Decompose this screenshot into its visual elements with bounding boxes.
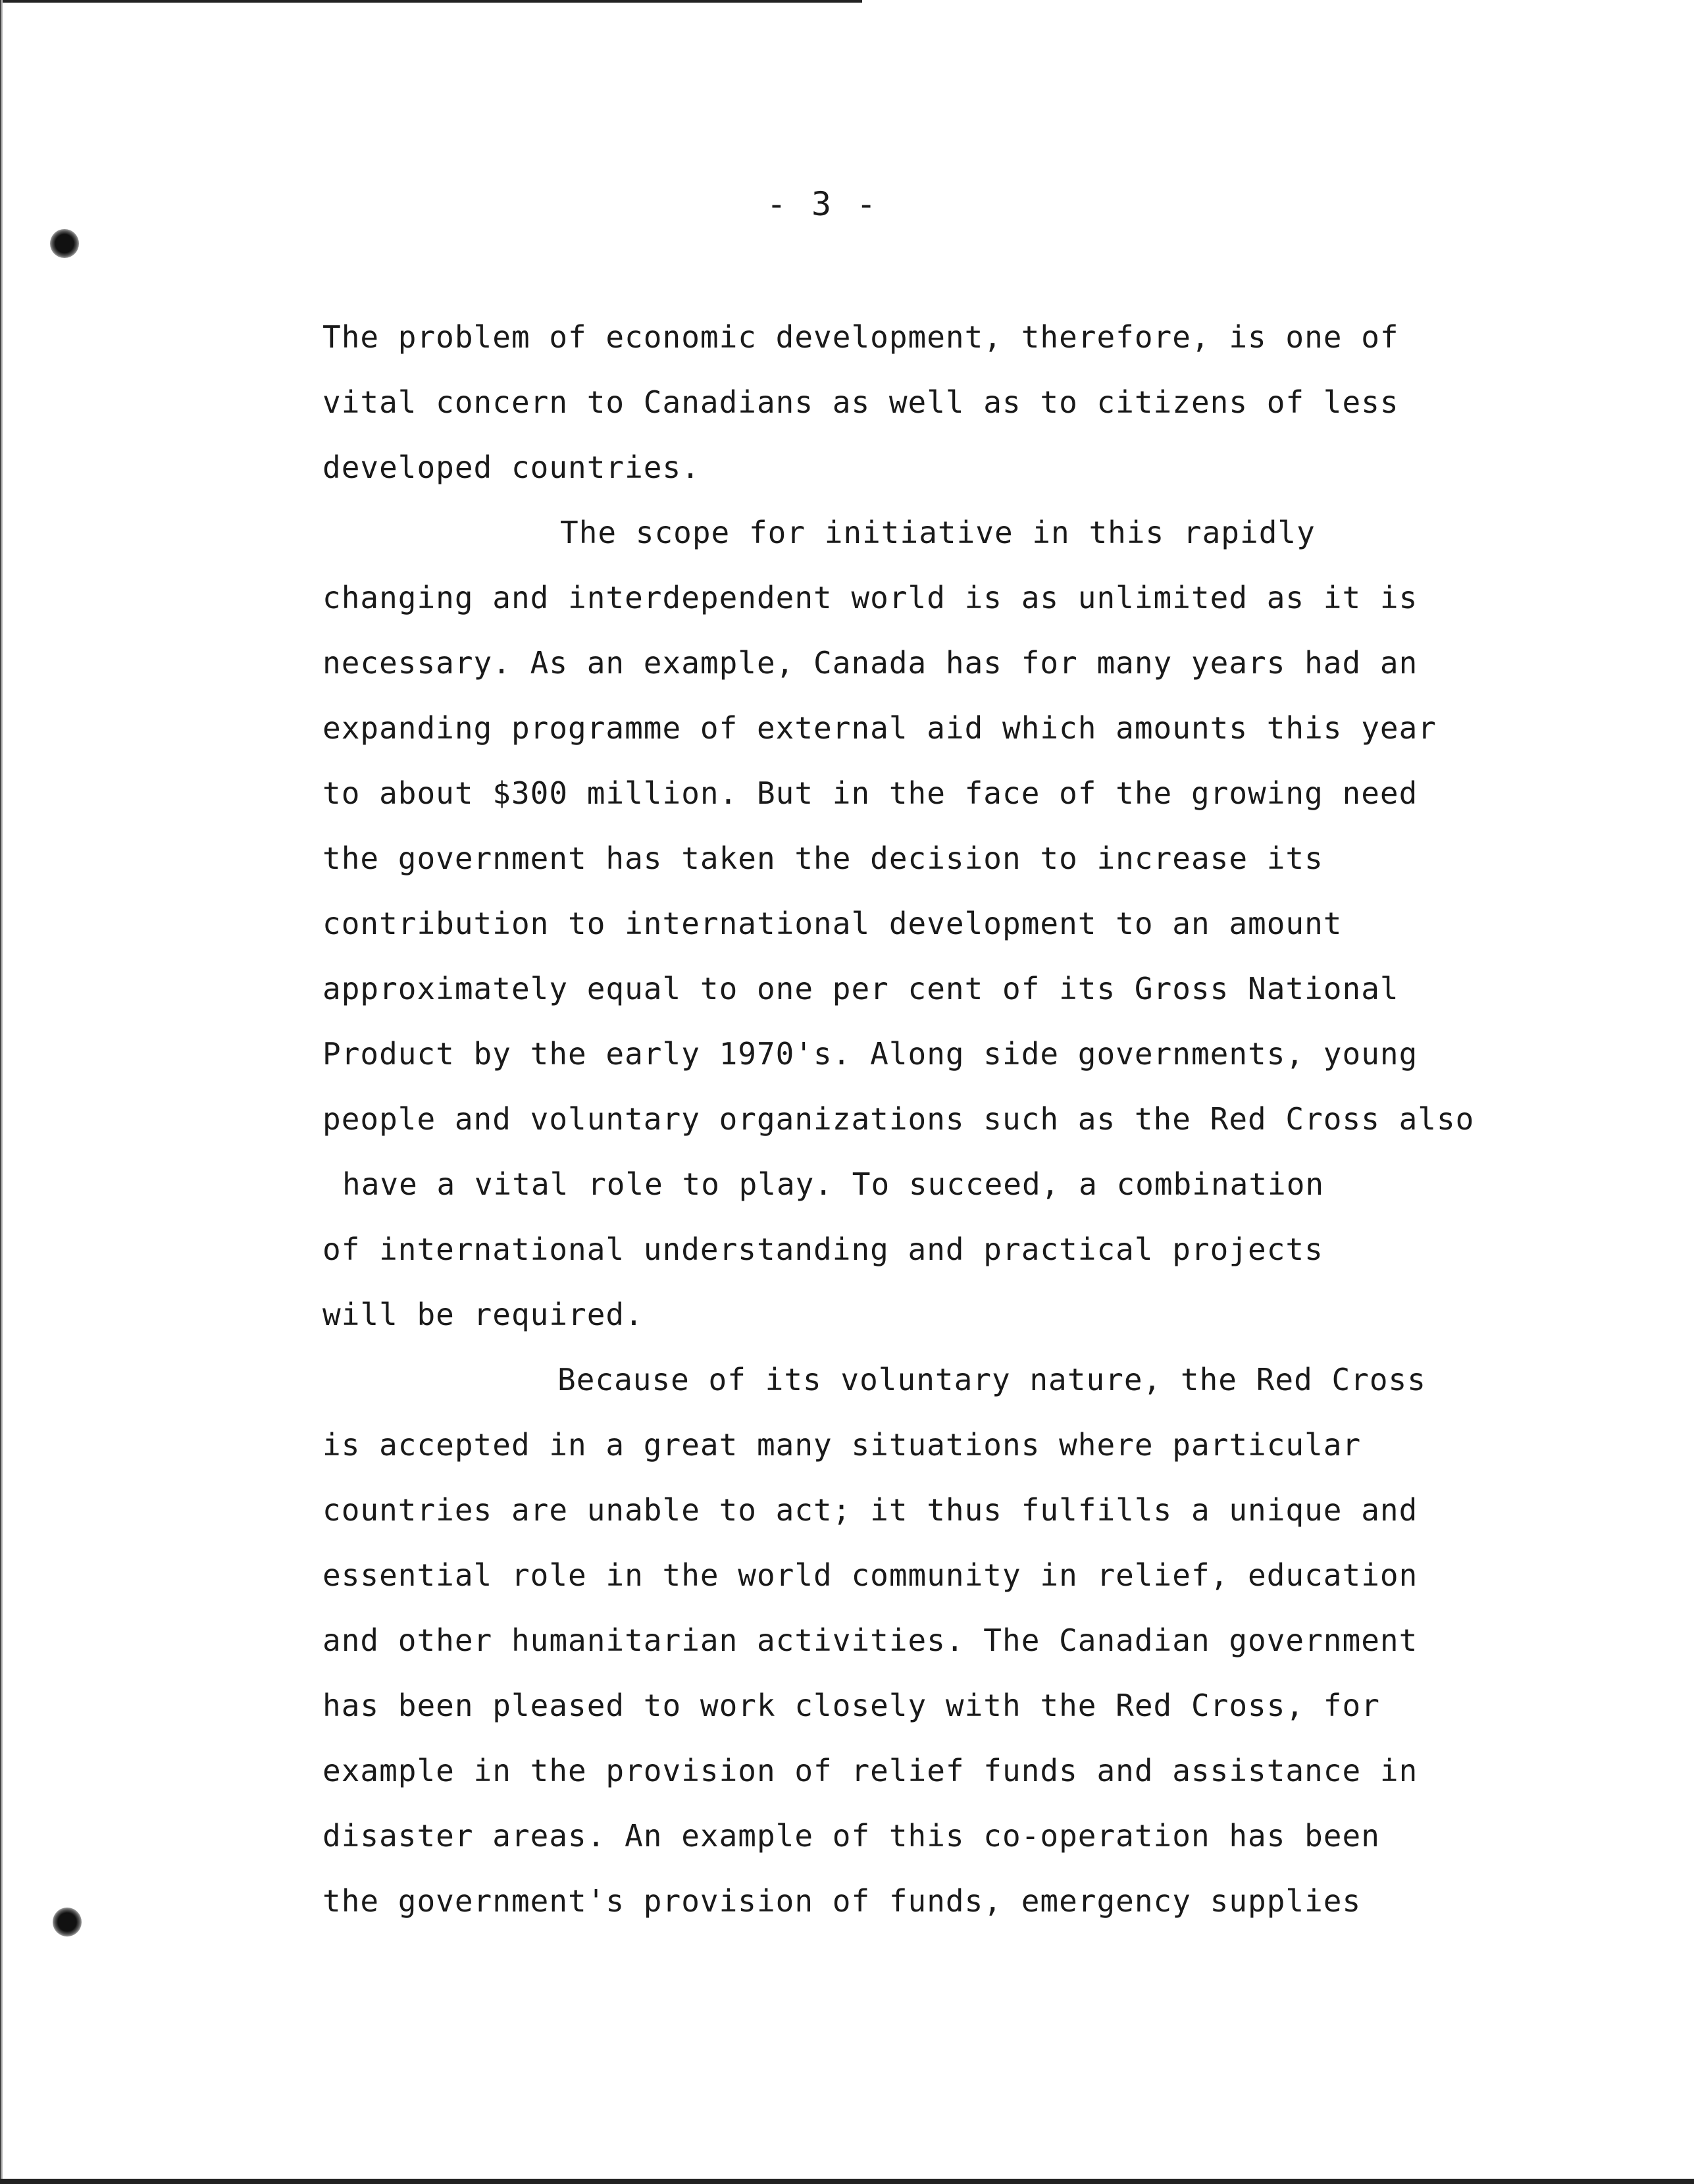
text-line: to about $300 million. But in the face of the growing need — [322, 775, 1418, 811]
punch-hole-icon — [53, 1908, 82, 1937]
text-line: Product by the early 1970's. Along side governments, young — [322, 1036, 1418, 1072]
page-number: - 3 - — [766, 185, 879, 223]
text-line: The problem of economic development, therefore, is one of — [322, 319, 1399, 355]
left-edge-line — [0, 0, 4, 2184]
text-line: expanding programme of external aid which amounts this year — [322, 710, 1437, 746]
text-line: the government's provision of funds, emergency supplies — [322, 1883, 1362, 1919]
text-line: essential role in the world community in relief, education — [322, 1557, 1418, 1593]
text-line: Because of its voluntary nature, the Red Cross — [557, 1362, 1426, 1397]
text-line: necessary. As an example, Canada has for many years had an — [322, 645, 1418, 681]
text-line: have a vital role to play. To succeed, a combination — [342, 1166, 1325, 1202]
text-line: will be required. — [322, 1297, 644, 1332]
text-line: changing and interdependent world is as unlimited as it is — [322, 580, 1418, 615]
text-line: contribution to international development to an amount — [322, 906, 1343, 941]
text-line: vital concern to Canadians as well as to citizens of less — [322, 384, 1399, 420]
text-line: of international understanding and practical projects — [322, 1232, 1323, 1267]
text-line: approximately equal to one per cent of its Gross National — [322, 971, 1399, 1006]
punch-hole-icon — [50, 229, 79, 258]
text-line: people and voluntary organizations such as the Red Cross also — [322, 1101, 1475, 1137]
bottom-edge-line — [0, 2179, 1694, 2184]
text-line: the government has taken the decision to increase its — [322, 841, 1323, 876]
top-edge-line — [0, 0, 862, 3]
text-line: example in the provision of relief funds and assistance in — [322, 1753, 1418, 1788]
text-line: and other humanitarian activities. The Canadian government — [322, 1623, 1418, 1658]
text-line: is accepted in a great many situations where particular — [322, 1427, 1362, 1463]
text-line: The scope for initiative in this rapidly — [560, 515, 1316, 550]
text-line: disaster areas. An example of this co-operation has been — [322, 1818, 1380, 1854]
text-line: developed countries. — [322, 450, 700, 485]
text-line: has been pleased to work closely with the Red Cross, for — [322, 1688, 1380, 1723]
text-line: countries are unable to act; it thus fulfills a unique and — [322, 1492, 1418, 1528]
